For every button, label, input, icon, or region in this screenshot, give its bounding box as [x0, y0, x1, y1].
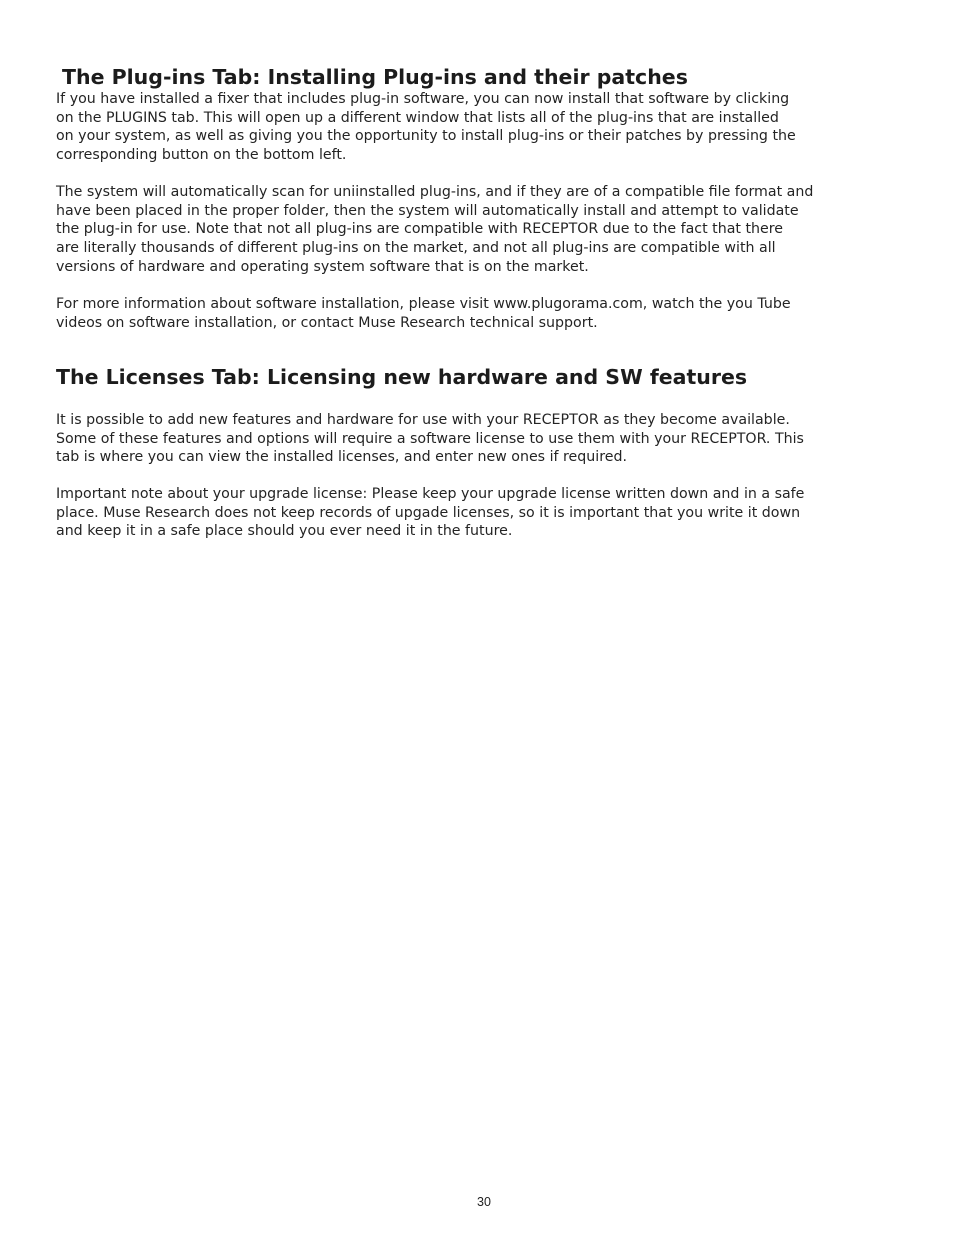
text-line: videos on software installation, or contact Muse Research technical support. [56, 314, 598, 331]
licenses-paragraph-intro [56, 411, 804, 467]
page-number: 30 [477, 1195, 491, 1209]
text-line: Important note about your upgrade license: Please keep your upgrade license written down and in a safe [56, 486, 805, 502]
text-line: are literally thousands of different plug-ins on the market, and not all plug-ins are compatible with all [56, 240, 776, 257]
text-line: Some of these features and options will require a software license to use them with your RECEPTOR. This [56, 430, 804, 447]
text-line: It is possible to add new features and hardware for use with your RECEPTOR as they become available. [56, 412, 790, 428]
text-line: the plug-in for use. Note that not all plug-ins are compatible with RECEPTOR due to the fact that there [56, 221, 783, 238]
section-heading-licenses-tab: The Licenses Tab: Licensing new hardware and SW features [56, 365, 748, 389]
plugins-paragraph-scan [56, 183, 813, 276]
text-line: The system will automatically scan for uniinstalled plug-ins, and if they are of a compatible file format and [56, 184, 814, 200]
text-line: and keep it in a safe place should you ever need it in the future. [56, 523, 513, 540]
text-line: place. Muse Research does not keep records of upgade licenses, so it is important that you write it down [56, 504, 801, 521]
licenses-paragraph-upgrade-note [56, 485, 804, 541]
text-line: corresponding button on the bottom left. [56, 147, 347, 164]
section-heading-plugins-tab: The Plug-ins Tab: Installing Plug-ins and their patches [62, 65, 688, 89]
text-line: tab is where you can view the installed licenses, and enter new ones if required. [56, 449, 627, 466]
text-line: on your system, as well as giving you the opportunity to install plug-ins or their patches by pressing the [56, 128, 796, 145]
text-line: If you have installed a fixer that includes plug-in software, you can now install that software by clicking [56, 91, 790, 107]
text-line: on the PLUGINS tab. This will open up a different window that lists all of the plug-ins that are installed [56, 109, 779, 126]
plugins-paragraph-intro [56, 90, 796, 165]
text-line: versions of hardware and operating system software that is on the market. [56, 258, 589, 275]
text-line: For more information about software installation, please visit www.plugorama.com, watch the you Tube [56, 296, 791, 312]
plugins-paragraph-more-info [56, 295, 791, 332]
text-line: have been placed in the proper folder, then the system will automatically install and attempt to validate [56, 202, 799, 219]
